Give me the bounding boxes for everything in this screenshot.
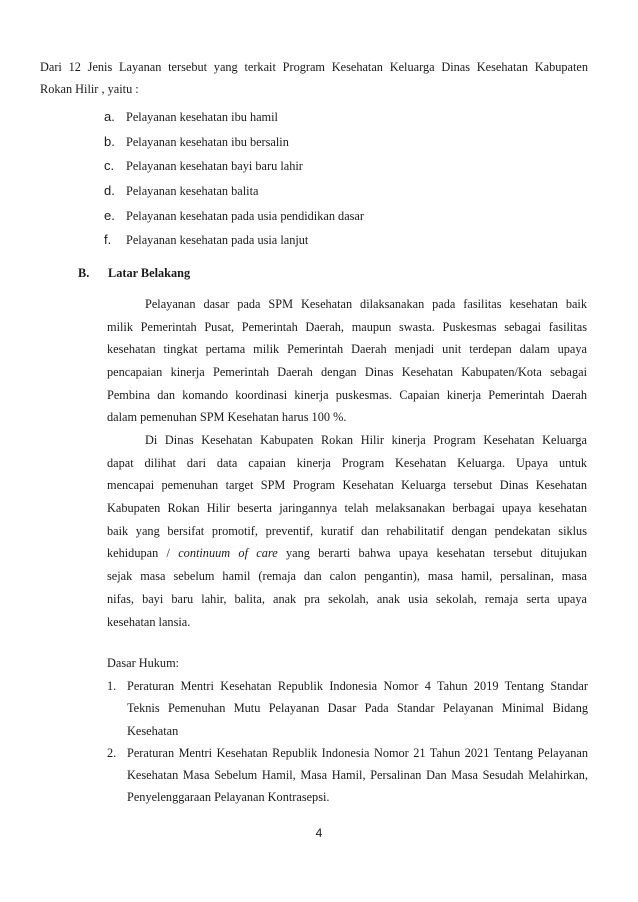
list-marker: c. (104, 158, 115, 174)
list-item (104, 105, 364, 130)
paragraph-line: kesehatan lansia. (107, 614, 191, 629)
paragraph-line: Di Dinas Kesehatan Kabupaten Rokan Hilir kinerja Program Kesehatan Keluarga (145, 433, 587, 447)
list-item (104, 204, 364, 229)
background-paragraph-1 (107, 293, 587, 429)
paragraph-line: Pembina dan komando koordinasi kinerja puskesmas. Capaian kinerja Pemerintah Daerah (107, 387, 587, 402)
paragraph-line: baik yang bersifat promotif, preventif, kuratif dan rehabilitatif dengan pendekatan siklus (107, 523, 587, 538)
list-item (107, 742, 588, 809)
paragraph-line: nifas, bayi baru lahir, balita, anak pra sekolah, anak usia sekolah, remaja serta upaya (107, 591, 587, 606)
list-marker: b. (104, 133, 115, 149)
list-item (104, 130, 364, 155)
paragraph-line: sejak masa sebelum hamil (remaja dan calon pengantin), masa hamil, persalinan, masa (107, 569, 587, 584)
line-text: kehidupan / (107, 546, 179, 561)
list-number: 1. (107, 679, 117, 693)
section-number: B. (78, 266, 90, 280)
list-item-text: Peraturan Mentri Kesehatan Republik Indonesia Nomor 21 Tahun 2021 Tentang Pelayanan Kesehatan Masa Sebelum Hamil, Masa Hamil, Persalinan Dan Masa Sesudah Melahirkan, Penyelenggaraan Pelayanan Kontrasepsi. (127, 745, 588, 805)
paragraph-line (107, 542, 587, 565)
list-item-text: Pelayanan kesehatan bayi baru lahir (126, 159, 303, 174)
section-heading (78, 262, 190, 284)
background-paragraph-2 (107, 429, 587, 633)
list-item-text: Pelayanan kesehatan ibu bersalin (126, 134, 289, 149)
list-marker: a. (104, 109, 115, 124)
list-item-text: Pelayanan kesehatan ibu hamil (126, 110, 278, 124)
service-list (104, 105, 364, 253)
intro-line: Rokan Hilir , yaitu : (40, 82, 139, 96)
list-number: 2. (107, 745, 117, 760)
list-item-text: Pelayanan kesehatan balita (126, 184, 259, 199)
list-marker: d. (104, 183, 115, 199)
list-item-text: Peraturan Mentri Kesehatan Republik Indonesia Nomor 4 Tahun 2019 Tentang Standar Teknis Pemenuhan Mutu Pelayanan Dasar Pada Standar Pelayanan Minimal Bidang Kesehatan (127, 679, 588, 738)
list-item (104, 179, 364, 204)
list-item-text: Pelayanan kesehatan pada usia pendidikan dasar (126, 208, 364, 223)
paragraph-line: dapat dilihat dari data capaian kinerja Program Kesehatan Keluarga. Upaya untuk (107, 455, 587, 470)
paragraph-line: mencapai pemenuhan target SPM Program Kesehatan Keluarga tersebut Dinas Kesehatan (107, 478, 587, 493)
line-text: yang berarti bahwa upaya kesehatan tersebut ditujukan (277, 546, 587, 561)
list-item-text: Pelayanan kesehatan pada usia lanjut (126, 233, 309, 248)
paragraph-line: kesehatan tingkat pertama milik Pemerintah Daerah menjadi unit terdepan dalam upaya (107, 342, 587, 357)
intro-line: Dari 12 Jenis Layanan tersebut yang terkait Program Kesehatan Keluarga Dinas Kesehatan Kabupaten (40, 60, 588, 74)
paragraph-line: dalam pemenuhan SPM Kesehatan harus 100 %. (107, 410, 347, 425)
list-item (107, 675, 588, 742)
legal-basis-list (107, 675, 588, 809)
section-title: Latar Belakang (108, 266, 191, 280)
list-item (104, 154, 364, 179)
paragraph-line: milik Pemerintah Pusat, Pemerintah Daerah, maupun swasta. Puskesmas sebagai fasilitas (107, 319, 587, 334)
page-number: 4 (315, 826, 323, 840)
italic-term: continuum of care (178, 546, 278, 561)
list-marker: e. (104, 207, 115, 223)
paragraph-line: Pelayanan dasar pada SPM Kesehatan dilaksanakan pada fasilitas kesehatan baik (145, 297, 587, 311)
paragraph-line: pencapaian kinerja Pemerintah Daerah dengan Dinas Kesehatan Kabupaten/Kota sebagai (107, 365, 587, 380)
paragraph-line: Kabupaten Rokan Hilir beserta jaringannya telah melaksanakan berbagai upaya kesehatan (107, 501, 587, 516)
list-marker: f. (104, 232, 112, 248)
intro-paragraph (40, 56, 588, 100)
list-item (104, 228, 364, 253)
legal-basis-title: Dasar Hukum: (107, 656, 180, 670)
